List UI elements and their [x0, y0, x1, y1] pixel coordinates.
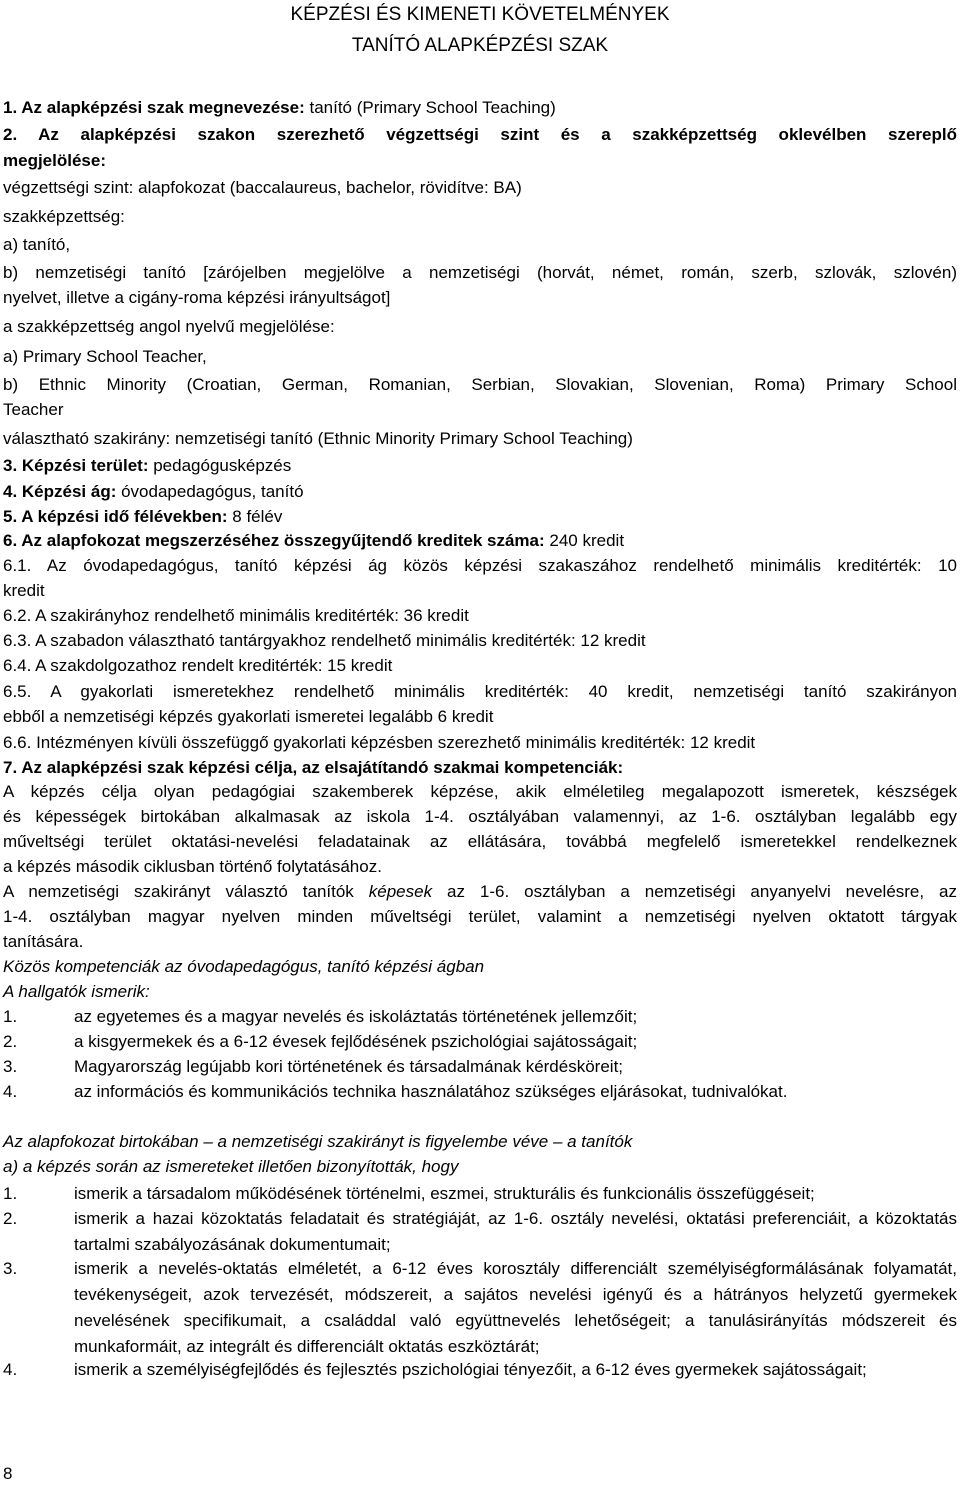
page-number: 8 — [3, 1464, 13, 1483]
credit-6-5-line1: 6.5. A gyakorlati ismeretekhez rendelhető minimális kreditérték: 40 kredit, nemzetiségi tanító szakirányon — [3, 682, 957, 701]
section-2-label: 2. Az alapképzési szakon szerezhető végzettségi szint és a szakképzettség oklevélben szereplő — [3, 125, 957, 144]
section-3: 3. Képzési terület: pedagógusképzés — [3, 456, 292, 475]
goal-par1-line1: A képzés célja olyan pedagógiai szakemberek képzése, akik elméletileg megalapozott ismeretek, készségek — [3, 782, 957, 801]
english-title: a szakképzettség angol nyelvű megjelölése: — [3, 317, 335, 336]
specialization: választható szakirány: nemzetiségi tanító (Ethnic Minority Primary School Teaching) — [3, 429, 633, 448]
section-4: 4. Képzési ág: óvodapedagógus, tanító — [3, 482, 304, 501]
doc-title-line2: TANÍTÓ ALAPKÉPZÉSI SZAK — [351, 35, 609, 56]
goal-par2-line3: tanítására. — [3, 932, 84, 951]
goal-par2-line1: A nemzetiségi szakirányt választó tanítók képesek az 1-6. osztályban a nemzetiségi anyanyelvi nevelésre, az — [3, 882, 958, 901]
credit-6-4: 6.4. A szakdolgozathoz rendelt kreditérték: 15 kredit — [3, 656, 393, 675]
proved-title: a) a képzés során az ismereteket illetően bizonyították, hogy — [3, 1157, 459, 1176]
qualification-a: a) tanító, — [3, 235, 71, 254]
goal-par1-line4: a képzés második ciklusban történő folytatásához. — [3, 857, 382, 876]
bsc-title: Az alapfokozat birtokában – a nemzetiségi szakirányt is figyelembe véve – a tanítók — [3, 1132, 633, 1151]
section-6: 6. Az alapfokozat megszerzéséhez összegyűjtendő kreditek száma: 240 kredit — [3, 531, 625, 550]
goal-par2-line2: 1-4. osztályban magyar nyelven minden műveltségi terület, valamint a nemzetiségi nyelven oktatott tárgyak — [3, 907, 957, 926]
students-know-title: A hallgatók ismerik: — [3, 982, 150, 1001]
degree-level: végzettségi szint: alapfokozat (baccalaureus, bachelor, rövidítve: BA) — [3, 178, 522, 197]
common-competencies-title: Közös kompetenciák az óvodapedagógus, tanító képzési ágban — [3, 957, 485, 976]
section-1-value: tanító (Primary School Teaching) — [304, 98, 556, 117]
qualification-title: szakképzettség: — [3, 207, 125, 226]
section-5: 5. A képzési idő félévekben: 8 félév — [3, 507, 283, 526]
goal-par1-line3: műveltségi terület oktatási-nevelési feladatainak az ellátására, továbbá megfelelő ismeretekkel rendelkeznek — [3, 832, 957, 851]
english-a: a) Primary School Teacher, — [3, 347, 207, 366]
credit-6-6: 6.6. Intézményen kívüli összefüggő gyakorlati képzésben szerezhető minimális kreditérték: 12 kredit — [3, 733, 756, 752]
credit-6-5-line2: ebből a nemzetiségi képzés gyakorlati ismeretei legalább 6 kredit — [3, 707, 494, 726]
section-7-label: 7. Az alapképzési szak képzési célja, az elsajátítandó szakmai kompetenciák: — [3, 758, 624, 777]
english-b-line2: Teacher — [3, 400, 64, 419]
english-b-line1: b) Ethnic Minority (Croatian, German, Romanian, Serbian, Slovakian, Slovenian, Roma) Primary School — [3, 375, 957, 394]
credit-6-3: 6.3. A szabadon választható tantárgyakhoz rendelhető minimális kreditérték: 12 kredit — [3, 631, 646, 650]
credit-6-2: 6.2. A szakirányhoz rendelhető minimális kreditérték: 36 kredit — [3, 606, 469, 625]
section-1 — [3, 97, 556, 119]
goal-par1-line2: és képességek birtokában alkalmasak az iskola 1-4. osztályában valamennyi, az 1-6. osztályban legalább egy — [3, 807, 957, 826]
qualification-b-line2: nyelvet, illetve a cigány-roma képzési irányultságot] — [3, 288, 391, 307]
credit-6-1-line1: 6.1. Az óvodapedagógus, tanító képzési ág közös képzési szakaszához rendelhető minimális kreditérték: 10 — [3, 556, 957, 575]
section-1-label: 1. Az alapképzési szak megnevezése: — [3, 98, 305, 117]
credit-6-1-line2: kredit — [3, 581, 45, 600]
qualification-b-line1: b) nemzetiségi tanító [zárójelben megjelölve a nemzetiségi (horvát, német, román, szerb, szlovák, szlovén) — [3, 263, 957, 282]
doc-title-line1: KÉPZÉSI ÉS KIMENETI KÖVETELMÉNYEK — [290, 4, 670, 25]
section-2-label-cont: megjelölése: — [3, 151, 106, 170]
